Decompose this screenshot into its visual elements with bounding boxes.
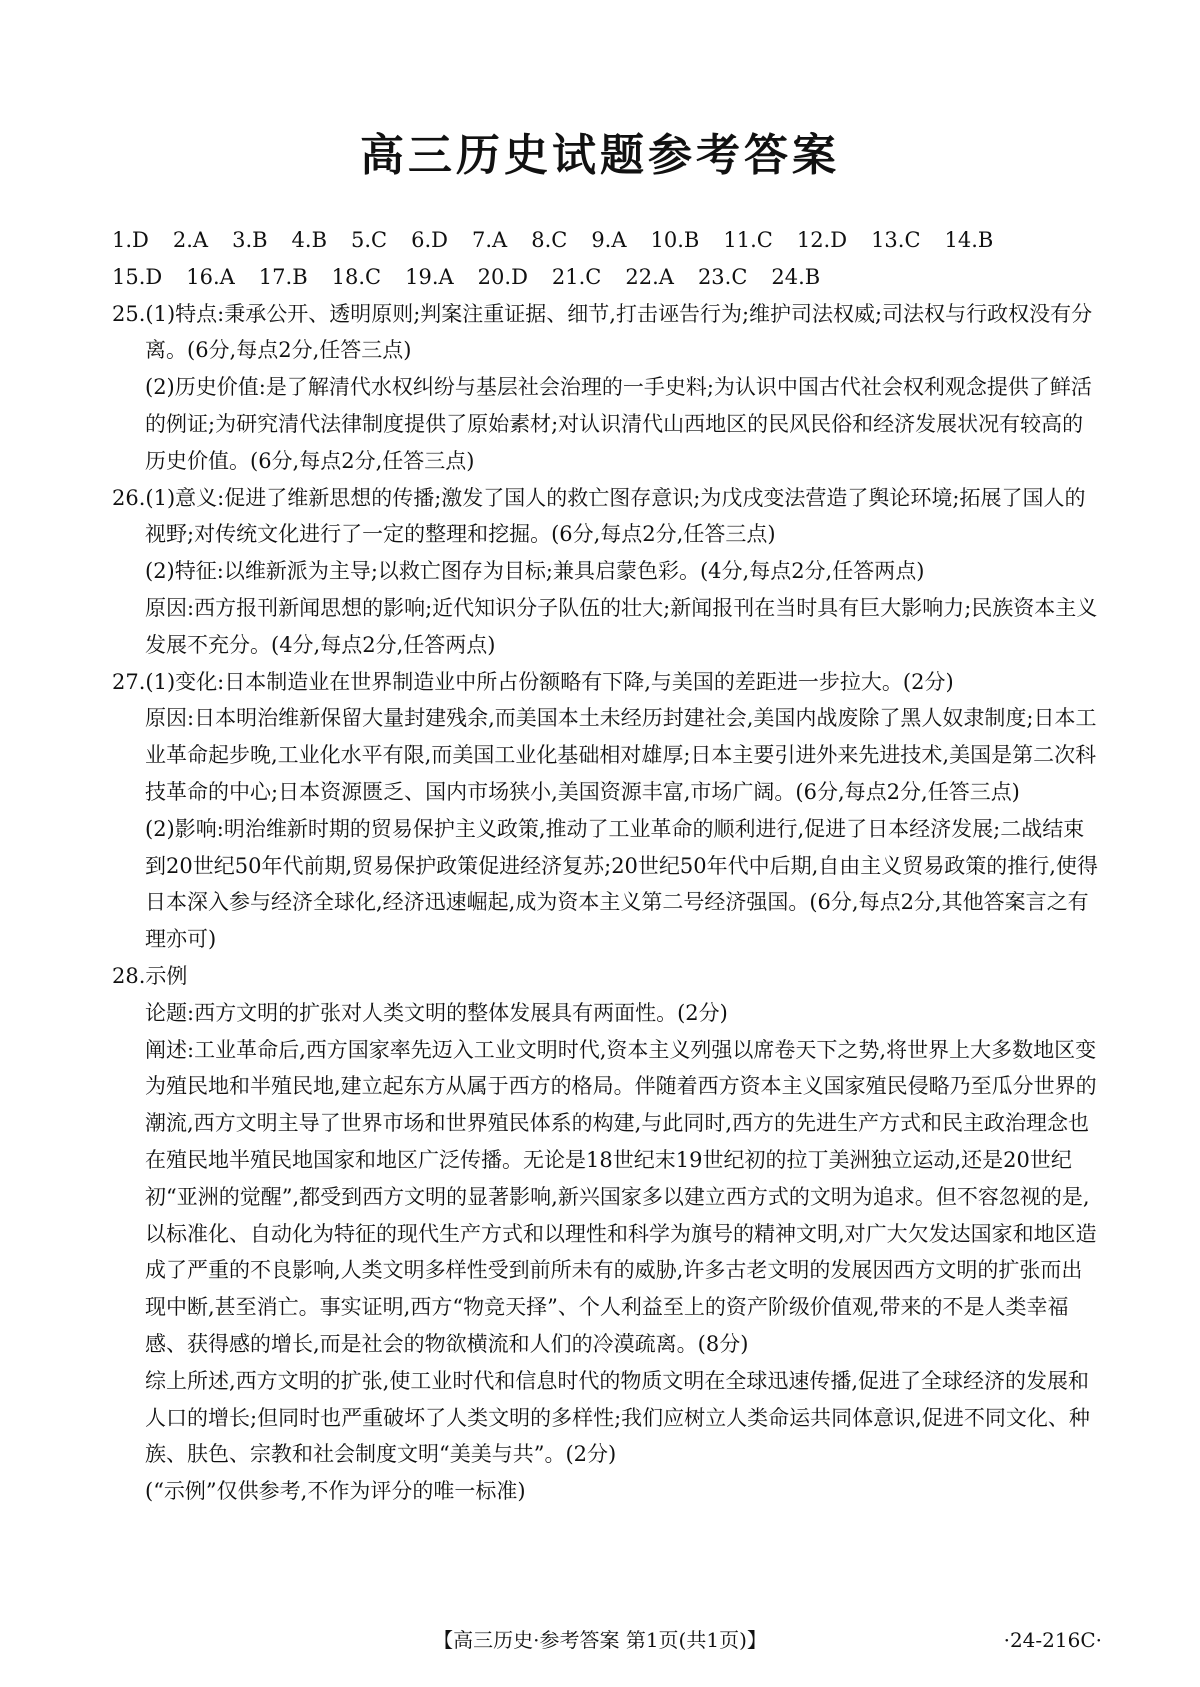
choice-answer: 13.C <box>871 228 921 252</box>
q27-part2: (2)影响:明治维新时期的贸易保护主义政策,推动了工业革命的顺利进行,促进了日本经济发展;二战结束到20世纪50年代前期,贸易保护政策促进经济复苏;20世纪50年代中后期,自由主义贸易政策的推行,使得日本深入参与经济全球化,经济迅速崛起,成为资本主义第二号经济强国。(6分,每点2分,其他答案言之有理亦可) <box>145 816 1098 952</box>
choice-answer: 14.B <box>944 228 994 252</box>
choice-answer: 15.D <box>112 264 163 289</box>
q25-part1: 25.(1)特点:秉承公开、透明原则;判案注重证据、细节,打击诬告行为;维护司法权威;司法权与行政权没有分离。(6分,每点2分,任答三点) <box>112 301 1093 363</box>
choice-answer: 2.A <box>172 228 209 252</box>
choice-answer: 20.D <box>477 264 528 289</box>
q26-part2-reasons: 原因:西方报刊新闻思想的影响;近代知识分子队伍的壮大;新闻报刊在当时具有巨大影响力;民族资本主义发展不充分。(4分,每点2分,任答两点) <box>145 595 1098 657</box>
choice-answer: 5.C <box>351 228 388 252</box>
choice-answer: 19.A <box>405 264 454 289</box>
q27-part1-reasons: 原因:日本明治维新保留大量封建残余,而美国本土未经历封建社会,美国内战废除了黑人奴隶制度;日本工业革命起步晚,工业化水平有限,而美国工业化基础相对雄厚;日本主要引进外来先进技术,美国是第二次科技革命的中心;日本资源匮乏、国内市场狭小,美国资源丰富,市场广阔。(6分,每点2分,任答三点) <box>145 706 1097 804</box>
q28-note: (“示例”仅供参考,不作为评分的唯一标准) <box>145 1479 526 1504</box>
choice-answer: 16.A <box>186 264 235 289</box>
q28-head: 28.示例 <box>112 963 188 988</box>
choice-answer: 22.A <box>625 264 674 289</box>
choice-answers-row-2 <box>112 259 1102 296</box>
q26-part1: 26.(1)意义:促进了维新思想的传播;激发了国人的救亡图存意识;为戊戌变法营造了舆论环境;拓展了国人的视野;对传统文化进行了一定的整理和挖掘。(6分,每点2分,任答三点) <box>112 485 1086 547</box>
q28-conclusion: 综上所述,西方文明的扩张,使工业时代和信息时代的物质文明在全球迅速传播,促进了全球经济的发展和人口的增长;但同时也严重破坏了人类文明的多样性;我们应树立人类命运共同体意识,促进不同文化、种族、肤色、宗教和社会制度文明“美美与共”。(2分) <box>145 1368 1090 1467</box>
choice-answer: 9.A <box>591 228 627 252</box>
choice-answer: 10.B <box>650 228 700 252</box>
q28-argument: 阐述:工业革命后,西方国家率先迈入工业文明时代,资本主义列强以席卷天下之势,将世界上大多数地区变为殖民地和半殖民地,建立起东方从属于西方的格局。伴随着西方资本主义国家殖民侵略乃至瓜分世界的潮流,西方文明主导了世界市场和世界殖民体系的构建,与此同时,西方的先进生产方式和民主政治理念也在殖民地半殖民地国家和地区广泛传播。无论是18世纪末19世纪初的拉丁美洲独立运动,还是20世纪初“亚洲的觉醒”,都受到西方文明的显著影响,新兴国家多以建立西方式的文明为追求。但不容忽视的是,以标准化、自动化为特征的现代生产方式和以理性和科学为旗号的精神文明,对广大欠发达国家和地区造成了严重的不良影响,人类文明多样性受到前所未有的威胁,许多古老文明的发展因西方文明的扩张而出现中断,甚至消亡。事实证明,西方“物竞天择”、个人利益至上的资产阶级价值观,带来的不是人类幸福感、获得感的增长,而是社会的物欲横流和人们的冷漠疏离。(8分) <box>145 1037 1097 1356</box>
choice-answer: 21.C <box>551 264 602 289</box>
choice-answer: 4.B <box>291 228 328 252</box>
choice-answer: 7.A <box>472 228 508 252</box>
choice-answer: 17.B <box>258 264 308 289</box>
choice-answer: 23.C <box>697 264 748 289</box>
choice-answer: 6.D <box>411 228 448 252</box>
choice-answer: 18.C <box>331 264 382 289</box>
footer-code: ·24-216C· <box>1003 1628 1102 1652</box>
choice-answers-row-1 <box>112 222 1102 259</box>
answer-content <box>112 222 1102 1510</box>
choice-answer: 3.B <box>232 228 268 252</box>
q25-part2: (2)历史价值:是了解清代水权纠纷与基层社会治理的一手史料;为认识中国古代社会权利观念提供了鲜活的例证;为研究清代法律制度提供了原始素材;对认识清代山西地区的民风民俗和经济发展状况有较高的历史价值。(6分,每点2分,任答三点) <box>145 375 1092 473</box>
q26-part2: (2)特征:以维新派为主导;以救亡图存为目标;兼具启蒙色彩。(4分,每点2分,任答两点) <box>145 559 925 584</box>
choice-answer: 1.D <box>112 228 149 252</box>
page-footer <box>0 1625 1200 1655</box>
choice-answer: 8.C <box>531 228 568 252</box>
choice-answer: 11.C <box>723 228 773 252</box>
page-title: 高三历史试题参考答案 <box>360 130 840 181</box>
choice-answer: 24.B <box>771 264 821 289</box>
q28-thesis: 论题:西方文明的扩张对人类文明的整体发展具有两面性。(2分) <box>145 1000 728 1025</box>
footer-page-label: 【高三历史·参考答案 第1页(共1页)】 <box>433 1628 767 1652</box>
choice-answer: 12.D <box>796 228 848 252</box>
q27-part1: 27.(1)变化:日本制造业在世界制造业中所占份额略有下降,与美国的差距进一步拉大。(2分) <box>112 669 954 694</box>
